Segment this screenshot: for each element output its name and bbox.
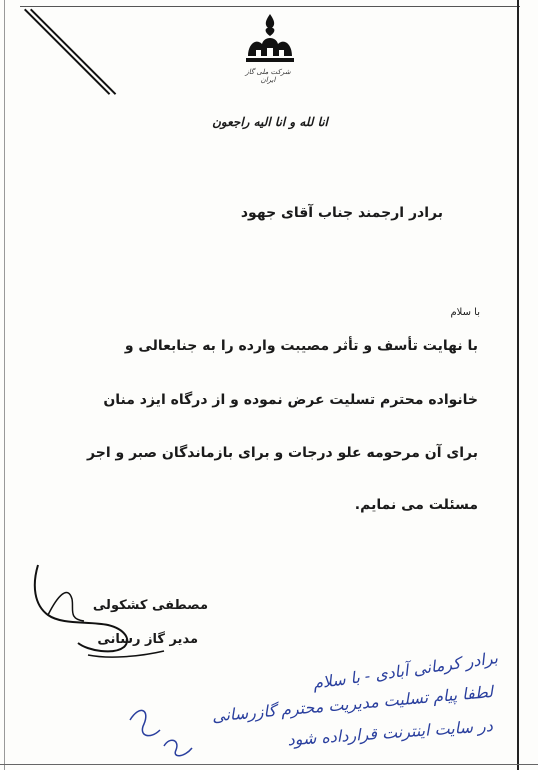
mourning-band-2 [30,9,116,95]
body-line: با نهایت تأسف و تأثر مصیبت وارده را به جنابعالی و [124,338,478,354]
body-line: خانواده محترم تسلیت عرض نموده و از درگاه ایزد منان [103,392,478,408]
page-edge-left [4,0,5,770]
body-line: مسئلت می نمایم. [354,497,478,513]
mourning-band [24,9,110,95]
signatory-name: مصطفی کشکولی [92,598,208,613]
signature-scribble-icon [28,555,168,675]
salutation: برادر ارجمند جناب آقای جهود [240,205,443,221]
signatory-title: مدیر گاز رسانی [97,632,198,647]
body-line: برای آن مرحومه علو درجات و برای بازماندگان صبر و اجر [87,445,478,461]
handwritten-note-line: برادر کرمانی آبادی - با سلام [311,648,500,693]
greeting: با سلام [450,307,480,318]
handwritten-initials-icon [120,700,210,760]
page-edge-top [20,6,520,7]
handwritten-note-line: لطفا پیام تسلیت مدیریت محترم گازرسانی [211,682,494,726]
page-edge-right [517,0,519,770]
company-caption: شرکت ملی گاز ایران [245,68,291,84]
page-edge-bottom [0,764,538,765]
basmala: انا لله و انا الیه راجعون [212,115,328,129]
handwritten-note-line: در سایت اینترنت قرارداده شود [287,716,494,750]
